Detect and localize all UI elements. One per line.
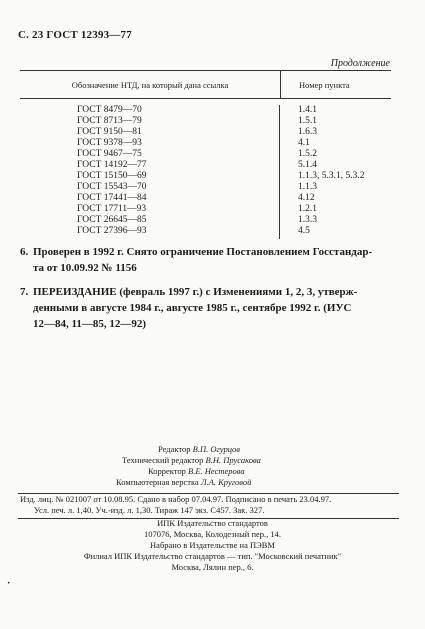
- table-cell-ref: ГОСТ 9150—81: [77, 127, 142, 137]
- table-cell-item: 1.6.3: [298, 127, 317, 137]
- note-6-line-2: та от 10.09.92 № 1156: [33, 262, 137, 274]
- table-cell-ref: ГОСТ 27396—93: [77, 226, 147, 236]
- note-7-line-3: 12—84, 11—85, 12—92): [33, 318, 147, 330]
- credit-role: Технический редактор: [122, 455, 204, 465]
- table-cell-item: 1.5.2: [298, 149, 317, 159]
- note-6-number: 6.: [20, 246, 29, 258]
- table-header: [20, 71, 391, 99]
- credit-editor: [0, 444, 425, 455]
- credit-layout: [0, 477, 425, 488]
- credit-person: В.Е. Нестерова: [188, 466, 245, 476]
- header-ref-column: Обозначение НТД, на который дана ссылка: [20, 71, 281, 98]
- credit-role: Редактор: [158, 444, 191, 454]
- table-cell-ref: ГОСТ 26645—85: [77, 215, 147, 225]
- table-cell-ref: ГОСТ 15543—70: [77, 182, 147, 192]
- table-cell-ref: ГОСТ 8479—70: [77, 105, 142, 115]
- table-cell-item: 5.1.4: [298, 160, 317, 170]
- table-cell-ref: ГОСТ 15150—69: [77, 171, 147, 181]
- table-cell-ref: ГОСТ 9378—93: [77, 138, 142, 148]
- header-item-column: Номер пункта: [299, 79, 350, 90]
- table-cell-ref: ГОСТ 14192—77: [77, 160, 147, 170]
- table-cell-item: 1.4.1: [298, 105, 317, 115]
- publisher-line-2: 107076, Москва, Колодезный пер., 14.: [143, 529, 282, 539]
- note-7-line-2: денными в августе 1984 г., августе 1985 г., сентябре 1992 г. (ИУС: [33, 302, 352, 314]
- table-cell-item: 1.5.1: [298, 116, 317, 126]
- table-cell-ref: ГОСТ 8713—79: [77, 116, 142, 126]
- publisher-line-5: Москва, Лялин пер., 6.: [171, 562, 254, 572]
- credit-person: В.П. Огурцов: [192, 444, 240, 454]
- credits-block: [0, 444, 425, 488]
- note-6: [20, 244, 400, 276]
- credit-person: Л.А. Круговой: [200, 477, 252, 487]
- table-body: [20, 99, 391, 239]
- table-cell-item: 4.5: [298, 226, 310, 236]
- publisher-line-3: Набрано в Издательстве на ПЭВМ: [150, 540, 275, 550]
- ref-column: [20, 105, 280, 239]
- table-cell-item: 1.3.3: [298, 215, 317, 225]
- note-7: [20, 284, 400, 332]
- pubinfo-line-1: Изд. лиц. № 021007 от 10.08.95. Сдано в набор 07.04.97. Подписано в печать 23.04.97.: [20, 494, 332, 504]
- credit-person: В.Н. Прусакова: [205, 455, 261, 465]
- publisher-line-1: ИПК Издательство стандартов: [157, 518, 268, 528]
- table-cell-ref: ГОСТ 9467—75: [77, 149, 142, 159]
- table-cell-item: 4.1: [298, 138, 310, 148]
- note-6-line-1: Проверен в 1992 г. Снято ограничение Постановлением Госстандар-: [33, 246, 373, 258]
- publisher-line-4: Филиал ИПК Издательство стандартов — тип. "Московский печатник": [83, 551, 342, 561]
- continuation-label: Продолжение: [330, 58, 390, 69]
- pubinfo-line-2: Усл. печ. л. 1,40. Уч.-изд. л. 1,30. Тираж 147 экз. С457. Зак. 327.: [34, 505, 265, 515]
- item-column: [280, 105, 391, 239]
- credit-tech-editor: [0, 455, 425, 466]
- page-header: С. 23 ГОСТ 12393—77: [18, 29, 132, 41]
- table-cell-item: 4.12: [298, 193, 315, 203]
- table-cell-item: 1.2.1: [298, 204, 317, 214]
- note-7-line-1: ПЕРЕИЗДАНИЕ (февраль 1997 г.) с Изменениями 1, 2, 3, утверж-: [33, 286, 358, 298]
- table-cell-ref: ГОСТ 17711—93: [77, 204, 147, 214]
- credit-role: Компьютерная верстка: [116, 477, 199, 487]
- reference-table: [20, 70, 391, 239]
- table-cell-item: 1.1.3, 5.3.1, 5.3.2: [298, 171, 365, 181]
- table-cell-ref: ГОСТ 17441—84: [77, 193, 147, 203]
- credit-corrector: [0, 466, 425, 477]
- publication-info: [0, 494, 425, 516]
- publisher-block: [0, 518, 425, 573]
- note-7-number: 7.: [20, 286, 29, 298]
- credit-role: Корректор: [148, 466, 186, 476]
- margin-mark: ·: [7, 578, 11, 589]
- table-cell-item: 1.1.3: [298, 182, 317, 192]
